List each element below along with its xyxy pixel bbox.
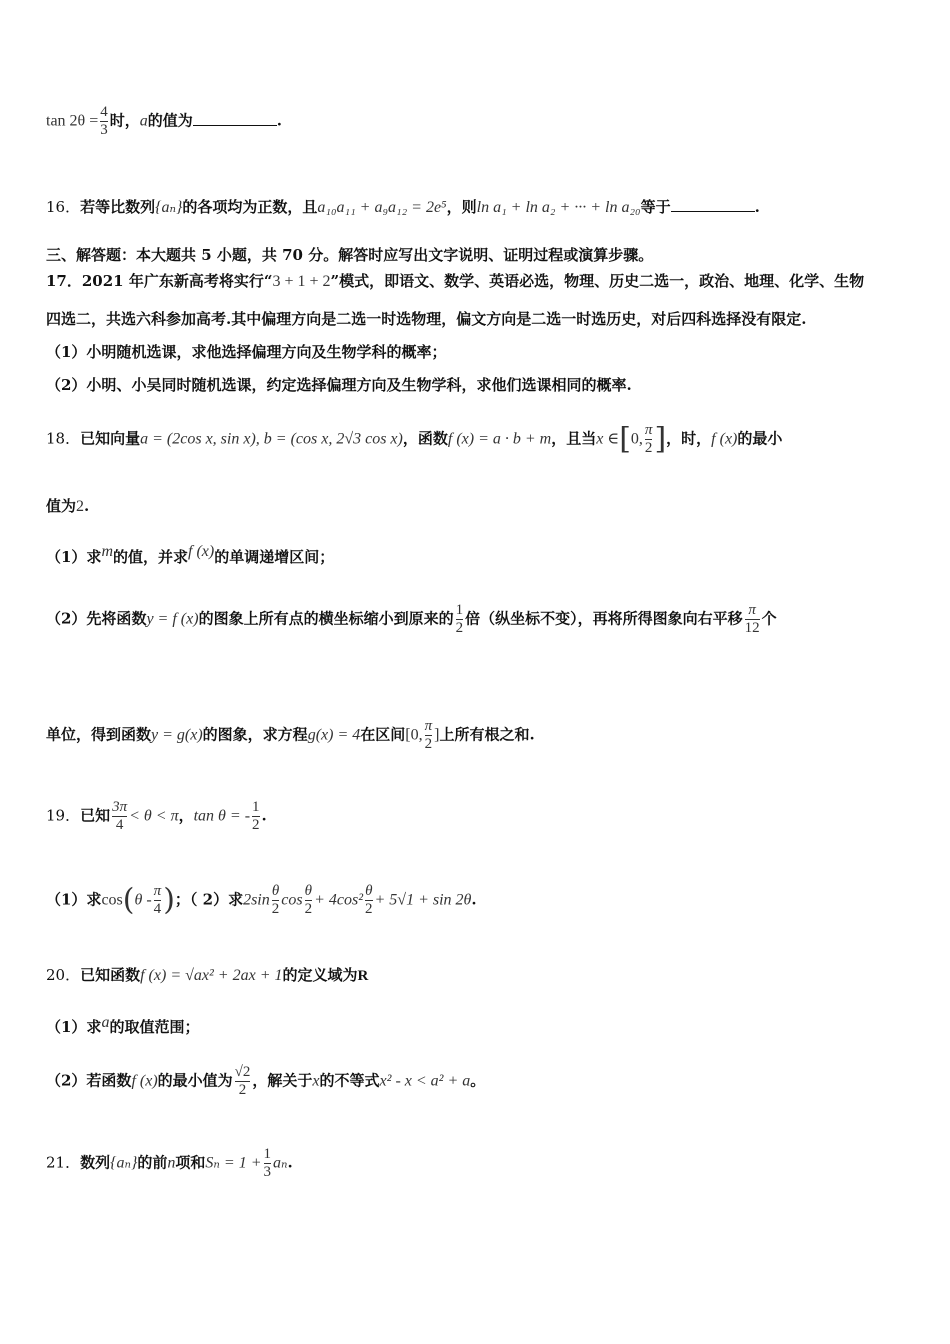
question-17-part1: （1）小明随机选课，求他选择偏理方向及生物学科的概率； (46, 343, 447, 361)
question-19: 19．已知 $\frac{3\pi}{4}$ < θ < π，tan θ = - $\frac{1}{2}$ . (46, 799, 267, 833)
fraction: $\frac{√2}{2}$ (234, 1064, 251, 1098)
question-21: 21．数列{aₙ}的前n项和Sₙ = 1 + $\frac{1}{3}$ aₙ. (46, 1146, 293, 1180)
fraction: $\frac{\pi}{4}$ (153, 883, 162, 917)
fraction: $\frac{3\pi}{4}$ (112, 799, 128, 833)
question-18-line2: 值为2. (46, 497, 90, 515)
fraction: $\frac{\theta}{2}$ (365, 883, 373, 917)
section-heading: 三、解答题：本大题共 5 小题，共 70 分。解答时应写出文字说明、证明过程或演算步骤。 (46, 246, 654, 264)
fraction: $\frac{\pi}{2}$ (644, 422, 653, 456)
fraction: $\frac{\theta}{2}$ (304, 883, 313, 917)
answer-blank[interactable] (193, 111, 277, 126)
question-18-part2-cont: 单位，得到函数y = g(x)的图象，求方程g(x) = 4在区间[0, $\frac{\pi}{2}$ ]上所有根之和. (46, 718, 535, 752)
question-20: 20．已知函数f (x) = √ax² + 2ax + 1的定义域为R (46, 966, 369, 984)
fraction: $\frac{1}{2}$ (252, 799, 260, 833)
fraction: $\frac{4}{3}$ (100, 104, 108, 138)
fraction: $\frac{1}{3}$ (263, 1146, 271, 1180)
math: tan 2θ = (46, 112, 99, 130)
question-17-line1: 17．2021 年广东新高考将实行“3 + 1 + 2”模式，即语文、数学、英语必选，物理、历史二选一，政治、地理、化学、生物 (46, 272, 865, 290)
fraction: $\frac{\pi}{2}$ (424, 718, 433, 752)
question-19-parts: （1）求cos(θ - $\frac{\pi}{4}$ )；（ 2）求2sin $\frac{\theta}{2}$ cos $\frac{\theta}{2}$ + 4cos² $\frac{\theta}{2}$ + 5√1 + sin 2θ. (46, 882, 477, 918)
fraction: $\frac{\theta}{2}$ (271, 883, 280, 917)
question-17-part2: （2）小明、小吴同时随机选课，约定选择偏理方向及生物学科，求他们选课相同的概率. (46, 376, 632, 394)
question-17-line2: 四选二，共选六科参加高考.其中偏理方向是二选一时选物理，偏文方向是二选一时选历史，对后四科选择没有限定. (46, 310, 807, 328)
q15-tail: tan 2θ = $\frac{4}{3}$ 时，a的值为 . (46, 104, 282, 138)
fraction: $\frac{\pi}{12}$ (744, 602, 760, 636)
question-20-part2: （2）若函数f (x)的最小值为 $\frac{√2}{2}$ ，解关于x的不等式x² - x < a² + a。 (46, 1064, 486, 1098)
question-18-part1: （1）求m的值，并求f (x)的单调递增区间； (46, 543, 335, 566)
question-18-part2: （2）先将函数y = f (x)的图象上所有点的横坐标缩小到原来的 $\frac{1}{2}$ 倍（纵坐标不变），再将所得图象向右平移 $\frac{\pi}{12}$ 个 (46, 602, 777, 636)
question-20-part1: （1）求a的取值范围； (46, 1014, 200, 1036)
question-16: 16．若等比数列{aₙ}的各项均为正数，且a₁₀a₁₁ + a₉a₁₂ = 2e⁵，则ln a₁ + ln a₂ + ··· + ln a₂₀等于 . (46, 198, 760, 216)
question-18-line1: 18．已知向量a = (2cos x, sin x), b = (cos x, 2√3 cos x)，函数f (x) = a · b + m，且当x ∈[0, $\frac{\pi}{2}$ ]，时，f (x)的最小 (46, 421, 783, 457)
answer-blank[interactable] (671, 197, 755, 212)
fraction: $\frac{1}{2}$ (455, 602, 464, 636)
